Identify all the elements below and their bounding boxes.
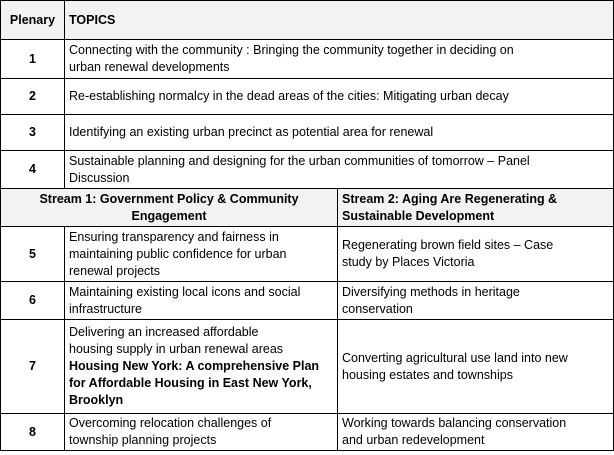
stream-1-topic: Overcoming relocation challenges of township planning projects xyxy=(65,414,338,451)
stream-header-row xyxy=(1,189,614,227)
stream-1-topic: Ensuring transparency and fairness in maintaining public confidence for urban renewal projects xyxy=(65,227,338,282)
stream-1-topic: Delivering an increased affordable housing supply in urban renewal areas Housing New York: A comprehensive Plan for Affordable Housing in East New York, Brooklyn xyxy=(65,320,338,414)
header-row xyxy=(1,1,614,40)
plenary-number: 4 xyxy=(1,151,65,189)
table-row xyxy=(1,115,614,151)
session-number: 6 xyxy=(1,282,65,320)
table-row xyxy=(1,151,614,189)
table-row xyxy=(1,227,614,282)
plenary-topic: Re-establishing normalcy in the dead areas of the cities: Mitigating urban decay xyxy=(65,79,614,115)
session-number: 7 xyxy=(1,320,65,414)
stream-2-topic: Regenerating brown field sites – Case study by Places Victoria xyxy=(338,227,614,282)
plenary-number: 3 xyxy=(1,115,65,151)
topics-header: TOPICS xyxy=(65,1,614,40)
table-row xyxy=(1,79,614,115)
stream-2-topic: Converting agricultural use land into new housing estates and townships xyxy=(338,320,614,414)
stream-2-topic: Diversifying methods in heritage conservation xyxy=(338,282,614,320)
stream-1-topic: Maintaining existing local icons and social infrastructure xyxy=(65,282,338,320)
plenary-topic: Connecting with the community : Bringing the community together in deciding on urban renewal developments xyxy=(65,40,614,79)
table-row xyxy=(1,414,614,451)
stream-2-header: Stream 2: Aging Are Regenerating & Sustainable Development xyxy=(338,189,614,227)
session-number: 8 xyxy=(1,414,65,451)
plenary-number: 1 xyxy=(1,40,65,79)
table-row xyxy=(1,282,614,320)
table-row xyxy=(1,320,614,414)
table-row xyxy=(1,40,614,79)
plenary-topic: Identifying an existing urban precinct as potential area for renewal xyxy=(65,115,614,151)
session-number: 5 xyxy=(1,227,65,282)
plenary-number: 2 xyxy=(1,79,65,115)
stream-1-header: Stream 1: Government Policy & Community Engagement xyxy=(1,189,338,227)
plenary-header: Plenary xyxy=(1,1,65,40)
stream-2-topic: Working towards balancing conservation and urban redevelopment xyxy=(338,414,614,451)
plenary-topic: Sustainable planning and designing for the urban communities of tomorrow – Panel Discussion xyxy=(65,151,614,189)
